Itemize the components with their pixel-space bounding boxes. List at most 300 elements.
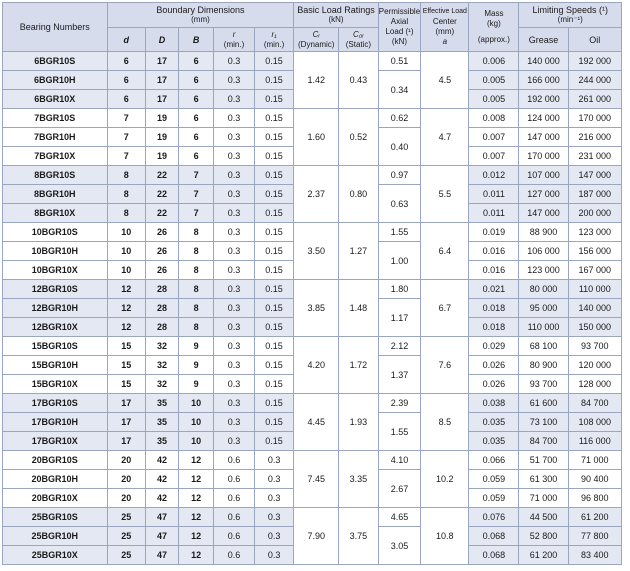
cell-bore-d: 10 <box>107 223 145 242</box>
cell-width-b: 10 <box>179 394 214 413</box>
load-title: Basic Load Ratings <box>297 5 375 15</box>
cell-speed-oil: 147 000 <box>568 166 621 185</box>
cell-width-b: 8 <box>179 242 214 261</box>
cell-speed-oil: 108 000 <box>568 413 621 432</box>
cell-width-b: 6 <box>179 90 214 109</box>
cell-bore-d: 10 <box>107 242 145 261</box>
cell-axial-load: 2.12 <box>378 337 421 356</box>
cell-r-min: 0.3 <box>214 166 255 185</box>
cell-outer-d: 19 <box>145 128 178 147</box>
cell-speed-grease: 80 900 <box>519 356 568 375</box>
cell-r-min: 0.3 <box>214 394 255 413</box>
speed-unit: (min⁻¹) <box>557 15 583 24</box>
cell-mass: 0.005 <box>469 90 519 109</box>
cell-static-load: 0.43 <box>339 52 378 109</box>
cell-width-b: 12 <box>179 508 214 527</box>
cell-load-center: 4.7 <box>421 109 469 166</box>
cell-speed-oil: 110 000 <box>568 280 621 299</box>
cell-r1-min: 0.15 <box>254 166 294 185</box>
cell-r1-min: 0.3 <box>254 489 294 508</box>
cell-r1-min: 0.15 <box>254 299 294 318</box>
cell-speed-grease: 51 700 <box>519 451 568 470</box>
cell-mass: 0.026 <box>469 356 519 375</box>
bearing-number: 12BGR10S <box>3 280 108 299</box>
cell-speed-oil: 192 000 <box>568 52 621 71</box>
cell-mass: 0.007 <box>469 128 519 147</box>
cell-speed-grease: 73 100 <box>519 413 568 432</box>
cell-outer-d: 35 <box>145 432 178 451</box>
bearing-number: 25BGR10H <box>3 527 108 546</box>
cell-axial-load: 0.40 <box>378 128 421 166</box>
cell-r-min: 0.6 <box>214 546 255 565</box>
cell-speed-oil: 200 000 <box>568 204 621 223</box>
cell-r1-min: 0.15 <box>254 204 294 223</box>
cell-axial-load: 1.80 <box>378 280 421 299</box>
col-r1-label: r₁ <box>271 29 277 39</box>
cell-speed-oil: 140 000 <box>568 299 621 318</box>
cell-r1-min: 0.15 <box>254 394 294 413</box>
cell-axial-load: 1.00 <box>378 242 421 280</box>
col-c0r-header <box>339 28 378 52</box>
cell-dynamic-load: 7.90 <box>294 508 339 565</box>
cell-outer-d: 47 <box>145 508 178 527</box>
cell-outer-d: 22 <box>145 185 178 204</box>
bearing-group <box>3 52 622 109</box>
cell-speed-oil: 77 800 <box>568 527 621 546</box>
cell-r1-min: 0.15 <box>254 337 294 356</box>
cell-r1-min: 0.15 <box>254 242 294 261</box>
cell-dynamic-load: 7.45 <box>294 451 339 508</box>
cell-static-load: 1.72 <box>339 337 378 394</box>
cell-static-load: 1.27 <box>339 223 378 280</box>
cell-r-min: 0.3 <box>214 299 255 318</box>
cell-mass: 0.011 <box>469 185 519 204</box>
cell-axial-load: 2.39 <box>378 394 421 413</box>
cell-r-min: 0.3 <box>214 375 255 394</box>
bearing-group <box>3 109 622 166</box>
cell-speed-grease: 192 000 <box>519 90 568 109</box>
cell-outer-d: 19 <box>145 109 178 128</box>
cell-speed-oil: 84 700 <box>568 394 621 413</box>
cell-speed-oil: 128 000 <box>568 375 621 394</box>
cell-axial-load: 0.62 <box>378 109 421 128</box>
axial-line2: Axial <box>390 17 409 26</box>
cell-outer-d: 17 <box>145 71 178 90</box>
cell-speed-oil: 83 400 <box>568 546 621 565</box>
cell-speed-oil: 187 000 <box>568 185 621 204</box>
cell-mass: 0.035 <box>469 432 519 451</box>
cell-outer-d: 42 <box>145 451 178 470</box>
boundary-dimensions-header <box>107 3 294 28</box>
cell-r1-min: 0.15 <box>254 432 294 451</box>
bearing-group <box>3 451 622 508</box>
cell-speed-grease: 170 000 <box>519 147 568 166</box>
cell-speed-grease: 88 900 <box>519 223 568 242</box>
cell-mass: 0.008 <box>469 109 519 128</box>
cell-mass: 0.018 <box>469 318 519 337</box>
cell-mass: 0.021 <box>469 280 519 299</box>
cell-width-b: 9 <box>179 375 214 394</box>
cell-speed-oil: 150 000 <box>568 318 621 337</box>
cell-bore-d: 15 <box>107 356 145 375</box>
cell-axial-load: 4.10 <box>378 451 421 470</box>
bearing-number: 25BGR10X <box>3 546 108 565</box>
cell-bore-d: 20 <box>107 451 145 470</box>
cell-r1-min: 0.15 <box>254 90 294 109</box>
cell-load-center: 10.2 <box>421 451 469 508</box>
cell-speed-oil: 261 000 <box>568 90 621 109</box>
cell-mass: 0.007 <box>469 147 519 166</box>
cell-axial-load: 3.05 <box>378 527 421 565</box>
cell-mass: 0.035 <box>469 413 519 432</box>
cell-static-load: 1.93 <box>339 394 378 451</box>
col-r-label: r <box>232 29 236 39</box>
cell-bore-d: 6 <box>107 52 145 71</box>
cell-dynamic-load: 4.45 <box>294 394 339 451</box>
cell-r-min: 0.3 <box>214 223 255 242</box>
cell-speed-grease: 127 000 <box>519 185 568 204</box>
cell-speed-oil: 156 000 <box>568 242 621 261</box>
cell-outer-d: 47 <box>145 527 178 546</box>
col-grease-header <box>519 28 568 52</box>
bearing-number: 7BGR10S <box>3 109 108 128</box>
bearing-number: 6BGR10X <box>3 90 108 109</box>
axial-line1: Permissible <box>378 7 421 16</box>
cell-bore-d: 20 <box>107 489 145 508</box>
cell-r1-min: 0.15 <box>254 318 294 337</box>
cell-r1-min: 0.15 <box>254 128 294 147</box>
bearing-group <box>3 394 622 451</box>
cell-static-load: 0.52 <box>339 109 378 166</box>
cell-bore-d: 10 <box>107 261 145 280</box>
cell-speed-grease: 52 800 <box>519 527 568 546</box>
bearing-group <box>3 508 622 565</box>
cell-speed-grease: 93 700 <box>519 375 568 394</box>
cell-width-b: 6 <box>179 71 214 90</box>
cell-speed-grease: 140 000 <box>519 52 568 71</box>
cell-outer-d: 22 <box>145 204 178 223</box>
cell-r-min: 0.6 <box>214 451 255 470</box>
cell-outer-d: 32 <box>145 356 178 375</box>
table-row <box>3 280 622 299</box>
cell-r-min: 0.3 <box>214 128 255 147</box>
cell-load-center: 6.4 <box>421 223 469 280</box>
cell-r1-min: 0.15 <box>254 147 294 166</box>
bearing-number: 7BGR10X <box>3 147 108 166</box>
cell-dynamic-load: 1.42 <box>294 52 339 109</box>
cell-width-b: 8 <box>179 318 214 337</box>
load-center-header <box>421 3 469 52</box>
cell-width-b: 6 <box>179 147 214 166</box>
col-r-min: (min.) <box>223 39 245 49</box>
table-row <box>3 394 622 413</box>
cell-speed-grease: 107 000 <box>519 166 568 185</box>
cell-mass: 0.016 <box>469 261 519 280</box>
cell-speed-oil: 120 000 <box>568 356 621 375</box>
bearing-number: 10BGR10X <box>3 261 108 280</box>
cell-mass: 0.005 <box>469 71 519 90</box>
mass-line1: Mass <box>484 9 504 18</box>
cell-load-center: 5.5 <box>421 166 469 223</box>
cell-width-b: 12 <box>179 546 214 565</box>
cell-r1-min: 0.15 <box>254 375 294 394</box>
cell-speed-grease: 124 000 <box>519 109 568 128</box>
cell-width-b: 10 <box>179 432 214 451</box>
cell-r1-min: 0.15 <box>254 71 294 90</box>
cell-outer-d: 26 <box>145 261 178 280</box>
speed-title: Limiting Speeds (¹) <box>532 5 608 15</box>
cell-outer-d: 26 <box>145 223 178 242</box>
cell-speed-oil: 90 400 <box>568 470 621 489</box>
bearing-spec-table <box>2 2 622 565</box>
cell-width-b: 8 <box>179 280 214 299</box>
cell-r-min: 0.3 <box>214 280 255 299</box>
cell-speed-oil: 231 000 <box>568 147 621 166</box>
col-outer-d-label: D <box>158 34 166 45</box>
cell-width-b: 7 <box>179 204 214 223</box>
col-c0r-label: C₀ᵣ <box>353 29 364 39</box>
cell-mass: 0.018 <box>469 299 519 318</box>
cell-bore-d: 8 <box>107 204 145 223</box>
cell-load-center: 4.5 <box>421 52 469 109</box>
cell-speed-oil: 170 000 <box>568 109 621 128</box>
cell-r1-min: 0.15 <box>254 185 294 204</box>
cell-outer-d: 35 <box>145 394 178 413</box>
cell-r-min: 0.3 <box>214 147 255 166</box>
cell-load-center: 10.8 <box>421 508 469 565</box>
bearing-number: 7BGR10H <box>3 128 108 147</box>
cell-axial-load: 1.55 <box>378 413 421 451</box>
cell-speed-oil: 71 000 <box>568 451 621 470</box>
bearing-group <box>3 166 622 223</box>
cell-mass: 0.011 <box>469 204 519 223</box>
cell-r-min: 0.6 <box>214 470 255 489</box>
cell-speed-grease: 44 500 <box>519 508 568 527</box>
cell-axial-load: 0.51 <box>378 52 421 71</box>
bearing-number: 6BGR10H <box>3 71 108 90</box>
cell-r-min: 0.6 <box>214 489 255 508</box>
cell-bore-d: 15 <box>107 337 145 356</box>
bearing-number: 20BGR10H <box>3 470 108 489</box>
cell-mass: 0.029 <box>469 337 519 356</box>
cell-r1-min: 0.3 <box>254 508 294 527</box>
cell-width-b: 12 <box>179 527 214 546</box>
col-b-header <box>179 28 214 52</box>
cell-r-min: 0.3 <box>214 337 255 356</box>
cell-width-b: 6 <box>179 109 214 128</box>
cell-outer-d: 28 <box>145 318 178 337</box>
limiting-speeds-header <box>519 3 622 28</box>
cell-width-b: 7 <box>179 166 214 185</box>
boundary-unit: (mm) <box>191 15 210 24</box>
cell-width-b: 7 <box>179 185 214 204</box>
cell-r1-min: 0.3 <box>254 470 294 489</box>
cell-outer-d: 19 <box>145 147 178 166</box>
bearing-number: 15BGR10H <box>3 356 108 375</box>
cell-width-b: 8 <box>179 261 214 280</box>
cell-speed-grease: 71 000 <box>519 489 568 508</box>
cell-axial-load: 1.55 <box>378 223 421 242</box>
cell-width-b: 8 <box>179 299 214 318</box>
col-d-label: d <box>123 34 130 45</box>
cell-width-b: 10 <box>179 413 214 432</box>
bearing-number: 15BGR10S <box>3 337 108 356</box>
cell-outer-d: 28 <box>145 299 178 318</box>
bearing-number: 8BGR10S <box>3 166 108 185</box>
cell-axial-load: 0.34 <box>378 71 421 109</box>
cell-axial-load: 2.67 <box>378 470 421 508</box>
cell-bore-d: 12 <box>107 299 145 318</box>
cell-outer-d: 17 <box>145 90 178 109</box>
cell-speed-oil: 167 000 <box>568 261 621 280</box>
bearing-number: 8BGR10H <box>3 185 108 204</box>
cell-r1-min: 0.3 <box>254 546 294 565</box>
cell-mass: 0.012 <box>469 166 519 185</box>
cell-speed-grease: 166 000 <box>519 71 568 90</box>
bearing-number: 17BGR10H <box>3 413 108 432</box>
cell-r1-min: 0.15 <box>254 413 294 432</box>
cell-dynamic-load: 2.37 <box>294 166 339 223</box>
cell-r-min: 0.3 <box>214 185 255 204</box>
cell-dynamic-load: 3.50 <box>294 223 339 280</box>
cell-static-load: 3.35 <box>339 451 378 508</box>
col-c0r-sub: (Static) <box>345 39 372 49</box>
cell-speed-grease: 80 000 <box>519 280 568 299</box>
table-row <box>3 508 622 527</box>
cell-axial-load: 1.37 <box>378 356 421 394</box>
cell-r-min: 0.3 <box>214 242 255 261</box>
cell-speed-grease: 123 000 <box>519 261 568 280</box>
cell-static-load: 3.75 <box>339 508 378 565</box>
bearing-number: 20BGR10X <box>3 489 108 508</box>
cell-speed-oil: 116 000 <box>568 432 621 451</box>
bearing-group <box>3 223 622 280</box>
cell-r1-min: 0.15 <box>254 52 294 71</box>
col-outer-d-header <box>145 28 178 52</box>
cell-r1-min: 0.15 <box>254 261 294 280</box>
cell-mass: 0.068 <box>469 546 519 565</box>
cell-mass: 0.059 <box>469 470 519 489</box>
cell-bore-d: 25 <box>107 508 145 527</box>
load-unit: (kN) <box>328 15 344 24</box>
cell-bore-d: 17 <box>107 432 145 451</box>
bearing-number: 12BGR10H <box>3 299 108 318</box>
cell-r-min: 0.3 <box>214 261 255 280</box>
bearing-number: 10BGR10H <box>3 242 108 261</box>
cell-outer-d: 32 <box>145 337 178 356</box>
cell-width-b: 12 <box>179 470 214 489</box>
cell-mass: 0.076 <box>469 508 519 527</box>
cell-speed-oil: 61 200 <box>568 508 621 527</box>
cell-dynamic-load: 4.20 <box>294 337 339 394</box>
col-d-header <box>107 28 145 52</box>
cell-mass: 0.068 <box>469 527 519 546</box>
table-row <box>3 166 622 185</box>
cell-outer-d: 22 <box>145 166 178 185</box>
cell-bore-d: 12 <box>107 280 145 299</box>
cell-outer-d: 47 <box>145 546 178 565</box>
cell-r-min: 0.3 <box>214 318 255 337</box>
cell-r1-min: 0.15 <box>254 109 294 128</box>
cell-bore-d: 12 <box>107 318 145 337</box>
cell-speed-grease: 147 000 <box>519 128 568 147</box>
mass-line3: (approx.) <box>477 35 510 44</box>
bearing-number: 12BGR10X <box>3 318 108 337</box>
cell-width-b: 12 <box>179 489 214 508</box>
cell-bore-d: 7 <box>107 147 145 166</box>
center-line2: Center <box>432 17 457 26</box>
cell-load-center: 7.6 <box>421 337 469 394</box>
cell-outer-d: 42 <box>145 489 178 508</box>
cell-speed-oil: 216 000 <box>568 128 621 147</box>
cell-outer-d: 17 <box>145 52 178 71</box>
cell-load-center: 8.5 <box>421 394 469 451</box>
axial-line3: Load (¹) <box>385 27 414 36</box>
cell-bore-d: 25 <box>107 527 145 546</box>
cell-mass: 0.006 <box>469 52 519 71</box>
cell-r1-min: 0.15 <box>254 280 294 299</box>
cell-outer-d: 42 <box>145 470 178 489</box>
cell-dynamic-load: 1.60 <box>294 109 339 166</box>
cell-speed-grease: 61 600 <box>519 394 568 413</box>
col-cr-header <box>294 28 339 52</box>
bearing-number: 8BGR10X <box>3 204 108 223</box>
col-oil-header <box>568 28 621 52</box>
cell-r1-min: 0.15 <box>254 356 294 375</box>
col-grease-label: Grease <box>528 34 559 45</box>
col-b-label: B <box>192 34 200 45</box>
cell-speed-oil: 96 800 <box>568 489 621 508</box>
cell-bore-d: 7 <box>107 128 145 147</box>
cell-speed-oil: 93 700 <box>568 337 621 356</box>
cell-bore-d: 6 <box>107 71 145 90</box>
bearing-number: 25BGR10S <box>3 508 108 527</box>
center-line1: Effective Load <box>422 8 467 15</box>
col-r-header <box>214 28 255 52</box>
table-row <box>3 337 622 356</box>
bearing-number: 20BGR10S <box>3 451 108 470</box>
col-r1-min: (min.) <box>263 39 285 49</box>
cell-speed-grease: 95 000 <box>519 299 568 318</box>
cell-mass: 0.016 <box>469 242 519 261</box>
bearing-numbers-label: Bearing Numbers <box>19 22 90 32</box>
bearing-group <box>3 280 622 337</box>
center-symbol: a <box>442 37 448 46</box>
cell-bore-d: 7 <box>107 109 145 128</box>
cell-static-load: 1.48 <box>339 280 378 337</box>
bearing-number: 17BGR10X <box>3 432 108 451</box>
axial-load-header <box>378 3 421 52</box>
col-cr-label: Cᵣ <box>312 29 320 39</box>
col-oil-label: Oil <box>589 34 601 45</box>
table-row <box>3 52 622 71</box>
cell-axial-load: 4.65 <box>378 508 421 527</box>
cell-r-min: 0.3 <box>214 356 255 375</box>
axial-line4: (kN) <box>391 37 408 46</box>
cell-bore-d: 25 <box>107 546 145 565</box>
cell-static-load: 0.80 <box>339 166 378 223</box>
cell-r-min: 0.3 <box>214 90 255 109</box>
cell-width-b: 6 <box>179 52 214 71</box>
cell-load-center: 6.7 <box>421 280 469 337</box>
cell-bore-d: 15 <box>107 375 145 394</box>
table-row <box>3 223 622 242</box>
cell-width-b: 8 <box>179 223 214 242</box>
cell-mass: 0.038 <box>469 394 519 413</box>
cell-outer-d: 28 <box>145 280 178 299</box>
table-header <box>3 3 622 52</box>
center-line3: (mm) <box>435 27 455 36</box>
